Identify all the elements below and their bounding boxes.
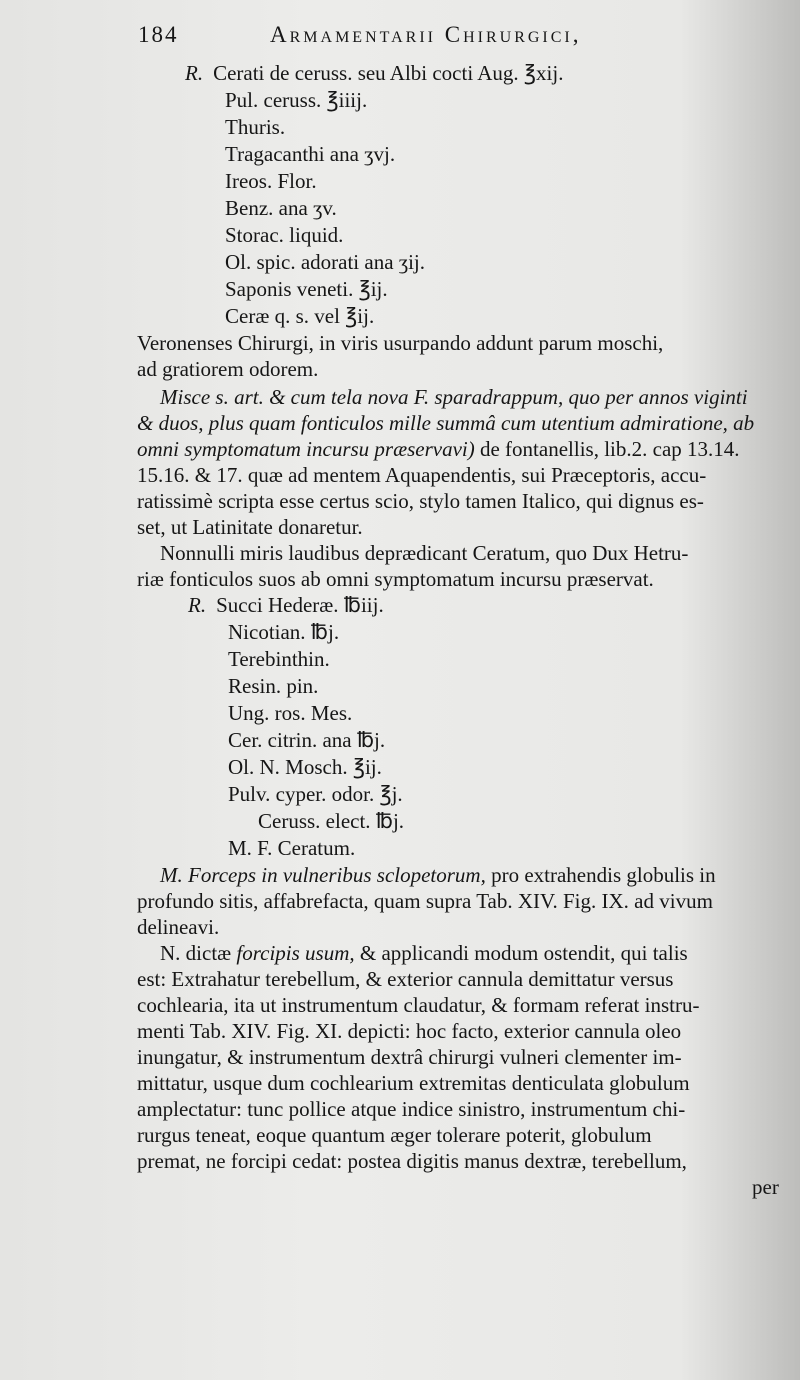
- running-title: Armamentarii Chirurgici,: [270, 22, 582, 47]
- page-number: 184: [138, 22, 179, 47]
- text-line: cochlearia, ita ut instrumentum claudatur, & formam referat instru-: [137, 993, 700, 1017]
- recipe-line: Ceruss. elect. ℔j.: [258, 809, 405, 833]
- recipe-line: Benz. ana ʒv.: [225, 196, 337, 220]
- recipe-line: Pulv. cyper. odor. ℥j.: [228, 782, 403, 806]
- text-line: ad gratiorem odorem.: [137, 357, 319, 381]
- text-line: menti Tab. XIV. Fig. XI. depicti: hoc facto, exterior cannula oleo: [137, 1019, 682, 1043]
- text-line: est: Extrahatur terebellum, & exterior cannula demittatur versus: [137, 967, 674, 991]
- text-line: mittatur, usque dum cochlearium extremitas denticulata globulum: [137, 1071, 690, 1095]
- text-line: M. Forceps in vulneribus sclopetorum, pro extrahendis globulis in: [160, 863, 716, 887]
- text-line: inungatur, & instrumentum dextrâ chirurgi vulneri clementer im-: [137, 1045, 682, 1069]
- text-line: premat, ne forcipi cedat: postea digitis manus dextræ, terebellum,: [137, 1149, 687, 1173]
- recipe-line: Thuris.: [225, 115, 286, 139]
- text-line: delineavi.: [137, 915, 220, 939]
- recipe-line: Cer. citrin. ana ℔j.: [228, 728, 386, 752]
- text-line: ratissimè scripta esse certus scio, stylo tamen Italico, qui dignus es-: [137, 489, 704, 513]
- text-line: riæ fonticulos suos ab omni symptomatum incursu præservat.: [137, 567, 654, 591]
- text-line: omni symptomatum incursu præservavi) de fontanellis, lib.2. cap 13.14.: [137, 437, 740, 461]
- recipe-line: Tragacanthi ana ʒvj.: [225, 142, 396, 166]
- text-line: Misce s. art. & cum tela nova F. sparadrappum, quo per annos viginti: [160, 385, 748, 409]
- recipe-line: Resin. pin.: [228, 674, 319, 698]
- recipe-line: Pul. ceruss. ℥iiij.: [225, 88, 368, 112]
- recipe-line: Terebinthin.: [228, 647, 330, 671]
- text-line: 15.16. & 17. quæ ad mentem Aquapendentis, sui Præceptoris, accu-: [137, 463, 707, 487]
- recipe-line: Nicotian. ℔j.: [228, 620, 340, 644]
- recipe-line: Ol. spic. adorati ana ʒij.: [225, 250, 426, 274]
- text-line: Veronenses Chirurgi, in viris usurpando addunt parum moschi,: [137, 331, 664, 355]
- recipe-line: Saponis veneti. ℥ij.: [225, 277, 388, 301]
- text-line: & duos, plus quam fonticulos mille summâ cum utentium admiratione, ab: [137, 411, 755, 435]
- text-line: N. dictæ forcipis usum, & applicandi modum ostendit, qui talis: [160, 941, 688, 965]
- recipe-symbol: R.: [188, 593, 207, 617]
- recipe-line: Ol. N. Mosch. ℥ij.: [228, 755, 382, 779]
- recipe-line: Storac. liquid.: [225, 223, 344, 247]
- text-line: profundo sitis, affabrefacta, quam supra Tab. XIV. Fig. IX. ad vivum: [137, 889, 713, 913]
- recipe-line: Ung. ros. Mes.: [228, 701, 353, 725]
- recipe-line: M. F. Ceratum.: [228, 836, 356, 860]
- text-line: amplectatur: tunc pollice atque indice sinistro, instrumentum chi-: [137, 1097, 686, 1121]
- recipe-line: Ireos. Flor.: [225, 169, 317, 193]
- text-line: rurgus teneat, eoque quantum æger tolerare poterit, globulum: [137, 1123, 652, 1147]
- text-line: set, ut Latinitate donaretur.: [137, 515, 363, 539]
- recipe-line: R. Cerati de ceruss. seu Albi cocti Aug. ℥xij.: [185, 61, 564, 85]
- recipe-line: R. Succi Hederæ. ℔iij.: [188, 593, 384, 617]
- recipe-symbol: R.: [185, 61, 204, 85]
- text-line: Nonnulli miris laudibus deprædicant Ceratum, quo Dux Hetru-: [160, 541, 689, 565]
- catchword: per: [752, 1175, 779, 1199]
- recipe-line: Ceræ q. s. vel ℥ij.: [225, 304, 375, 328]
- running-header: [138, 22, 658, 52]
